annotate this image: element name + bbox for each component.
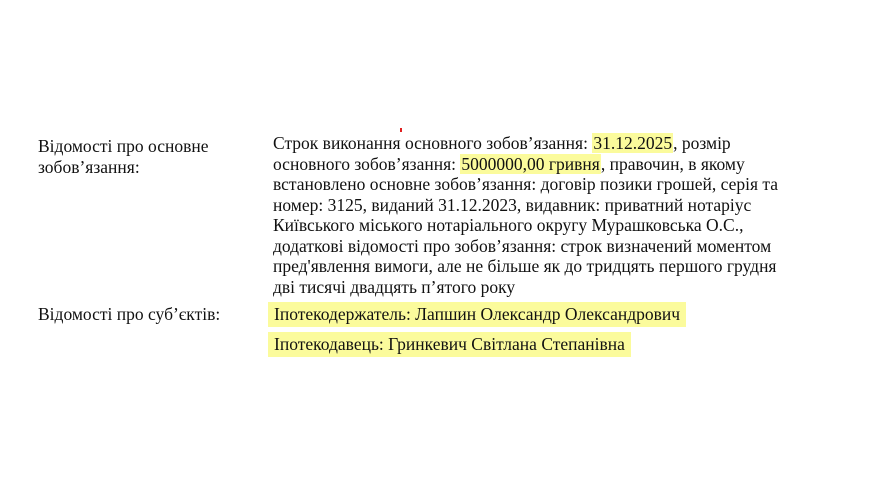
obligation-line-8: дві тисячі двадцять п’ятого року [273,276,516,297]
obligation-amount-label: основного зобов’язання: [273,153,461,174]
obligation-amount: 5000000,00 гривня [461,153,600,174]
obligation-label [38,136,208,177]
obligation-line-3: встановлено основне зобов’язання: договір позики грошей, серія та [273,174,779,194]
red-ink-mark [400,128,402,132]
obligation-term-text: Строк виконання основного зобов’язання: [273,133,593,153]
obligation-size-text: , розмір [673,133,731,153]
obligation-due-date: 31.12.2025 [593,133,673,153]
obligation-label-line-1: Відомості про основне [38,136,209,156]
obligation-line-2 [273,154,873,175]
obligation-line-6: додаткові відомості про зобов’язання: строк визначений моментом [273,235,772,256]
obligation-label-line-2: зобов’язання: [38,156,140,177]
obligation-details [273,133,873,297]
obligation-line-5: Київського міського нотаріального округу Мурашковська О.С., [273,215,744,235]
subjects-label: Відомості про суб’єктів: [38,304,221,324]
obligation-line-4: номер: 3125, виданий 31.12.2023, видавник: приватний нотаріус [273,194,752,215]
mortgagor-entry: Іпотекодавець: Гринкевич Світлана Степанівна [268,332,631,357]
obligation-line-1 [273,133,873,154]
obligation-line-7: пред'явлення вимоги, але не більше як до тридцять першого грудня [273,256,777,276]
obligation-deal-text: , правочин, в якому [600,153,745,174]
mortgagee-entry: Іпотекодержатель: Лапшин Олександр Олександрович [268,302,686,327]
